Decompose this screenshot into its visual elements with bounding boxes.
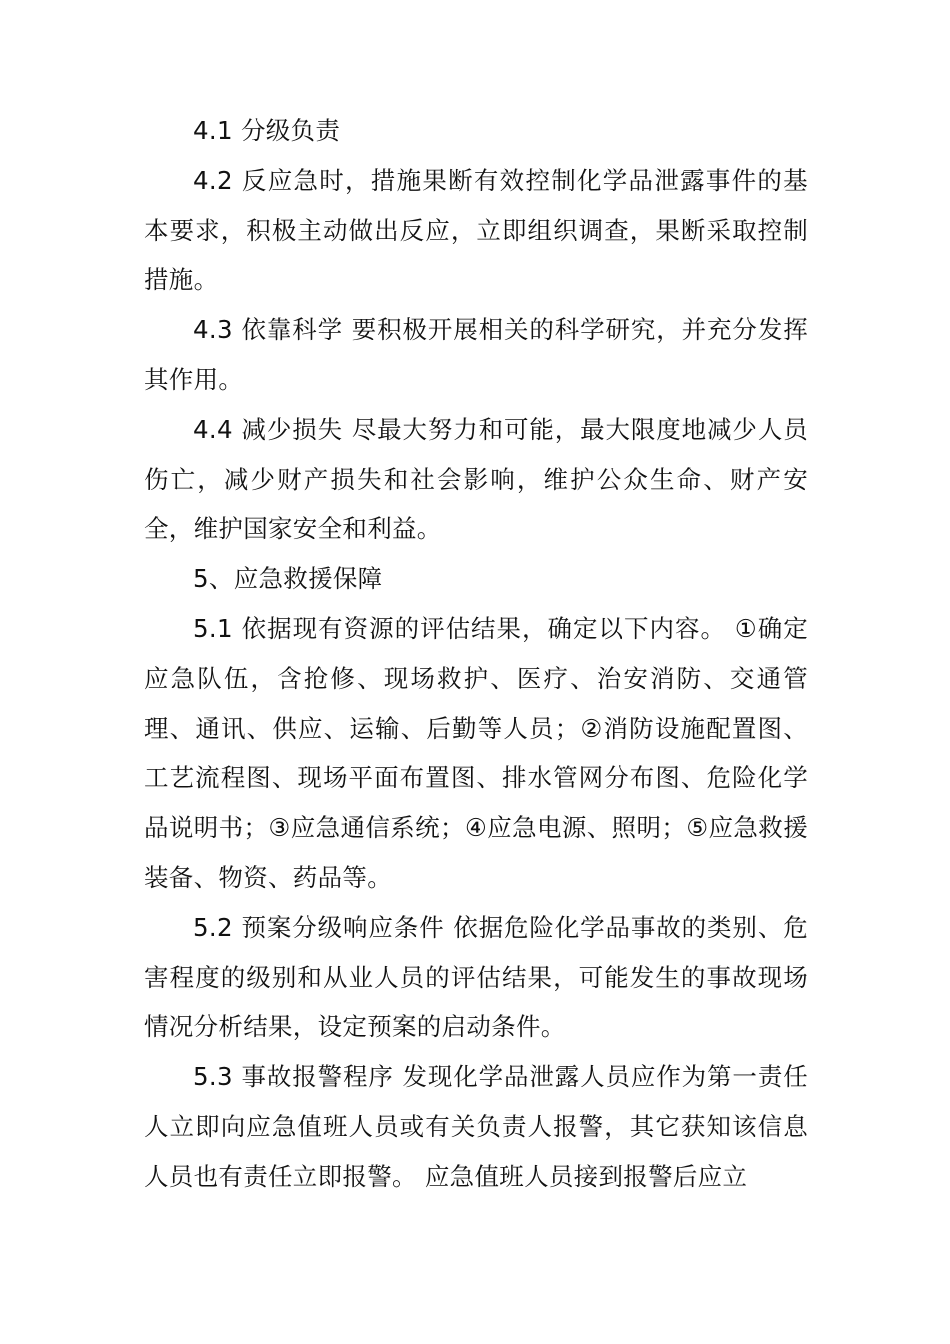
paragraph-4-4: 4.4 减少损失 尽最大努力和可能，最大限度地减少人员伤亡，减少财产损失和社会影响，维护公众生命、财产安全，维护国家安全和利益。 — [144, 414, 808, 544]
section-heading-5: 5、应急救援保障 — [193, 564, 383, 594]
paragraph-5-2: 5.2 预案分级响应条件 依据危险化学品事故的类别、危害程度的级别和从业人员的评估结果，可能发生的事故现场情况分析结果，设定预案的启动条件。 — [144, 912, 808, 1042]
document-body — [144, 106, 808, 1202]
paragraph-4-3: 4.3 依靠科学 要积极开展相关的科学研究，并充分发挥其作用。 — [144, 315, 808, 394]
paragraph-4-2: 4.2 反应急时，措施果断有效控制化学品泄露事件的基本要求，积极主动做出反应，立即组织调查，果断采取控制措施。 — [144, 165, 808, 295]
paragraph-4-1: 4.1 分级负责 — [193, 116, 341, 145]
paragraph-5-3: 5.3 事故报警程序 发现化学品泄露人员应作为第一责任人立即向应急值班人员或有关负责人报警，其它获知该信息人员也有责任立即报警。 应急值班人员接到报警后应立 — [144, 1062, 808, 1191]
paragraph-5-1: 5.1 依据现有资源的评估结果，确定以下内容。 ①确定应急队伍，含抢修、现场救护、医疗、治安消防、交通管理、通讯、供应、运输、后勤等人员；②消防设施配置图、工艺流程图、现场平面布置图、排水管网分布图、危险化学品说明书；③应急通信系统；④应急电源、照明；⑤应急救援装备、物资、药品等。 — [144, 613, 808, 892]
